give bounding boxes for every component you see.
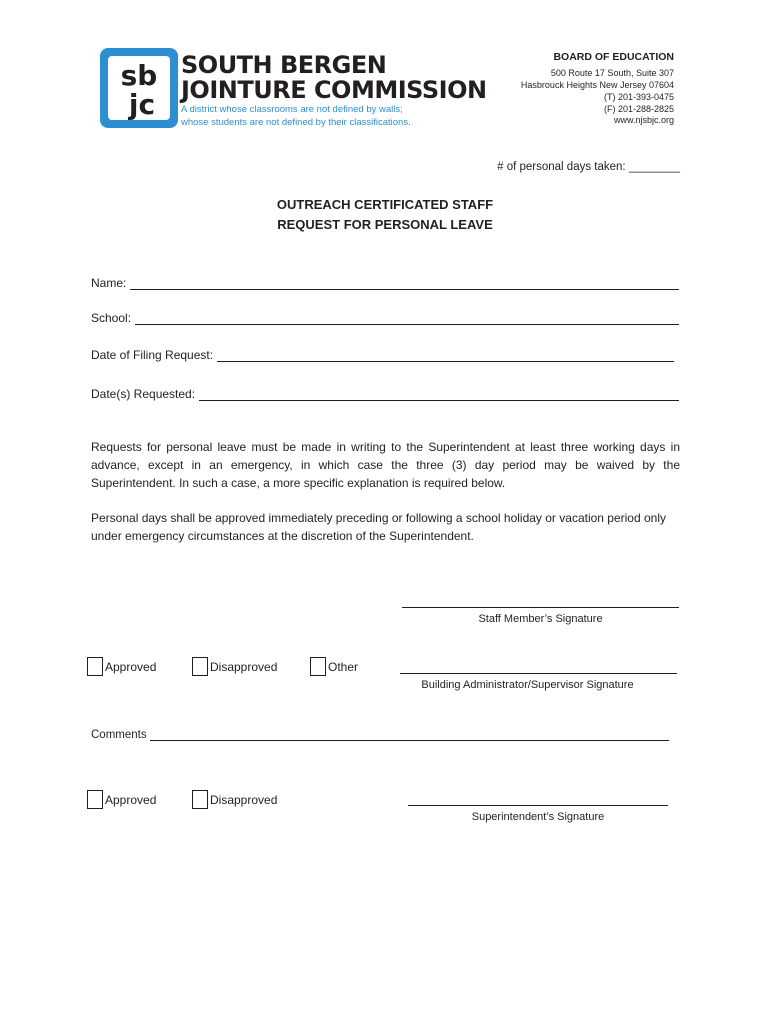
- policy-paragraph-1: Requests for personal leave must be made in writing to the Superintendent at least three working days in advance, except in an emergency, in which case the three (3) day period may be waived by the Superintendent. In such a case, a more specific explanation is required below.: [91, 440, 680, 490]
- name-input-line[interactable]: [130, 278, 679, 290]
- board-of-education-heading: BOARD OF EDUCATION: [553, 51, 674, 63]
- org-name-line2: JOINTURE COMMISSION: [181, 76, 487, 104]
- logo-letters-top: sb: [120, 59, 158, 92]
- dates-requested-field[interactable]: [91, 387, 679, 401]
- tagline-line2: whose students are not defined by their classifications.: [181, 117, 411, 128]
- superintendent-signature-label: Superintendent’s Signature: [471, 811, 605, 823]
- super-disapproved-label: Disapproved: [210, 792, 278, 807]
- comments-input-line[interactable]: [150, 730, 669, 741]
- school-input-line[interactable]: [135, 313, 679, 325]
- checkbox-square[interactable]: [87, 657, 103, 676]
- filing-date-input-line[interactable]: [217, 350, 674, 362]
- admin-other-label: Other: [328, 659, 359, 674]
- form-title-line2: REQUEST FOR PERSONAL LEAVE: [277, 217, 493, 232]
- logo-letters-bottom: jc: [128, 88, 156, 121]
- comments-label: Comments: [91, 729, 147, 741]
- sbjc-logo: [100, 48, 178, 128]
- filing-date-field[interactable]: [91, 348, 674, 362]
- phone: (T) 201-393-0475: [603, 92, 674, 102]
- staff-signature-label: Staff Member’s Signature: [478, 613, 603, 625]
- dates-requested-label: Date(s) Requested:: [91, 387, 196, 401]
- checkbox-square[interactable]: [192, 657, 208, 676]
- form-title-line1: OUTREACH CERTIFICATED STAFF: [276, 197, 494, 212]
- admin-approved-checkbox[interactable]: [87, 657, 156, 676]
- website: www.njsbjc.org: [613, 115, 674, 125]
- name-field[interactable]: [91, 276, 679, 290]
- tagline-line1: A district whose classrooms are not defined by walls;: [181, 104, 403, 115]
- checkbox-square[interactable]: [310, 657, 326, 676]
- checkbox-square[interactable]: [87, 790, 103, 809]
- super-approved-label: Approved: [105, 792, 157, 807]
- comments-field[interactable]: [91, 729, 669, 741]
- fax: (F) 201-288-2825: [603, 104, 674, 114]
- policy-paragraph-2: Personal days shall be approved immediately preceding or following a school holiday or vacation period only under emergency circumstances at the discretion of the Superintendent.: [91, 511, 666, 543]
- school-label: School:: [91, 311, 132, 325]
- filing-date-label: Date of Filing Request:: [91, 348, 214, 362]
- staff-signature-line[interactable]: [402, 607, 679, 608]
- address-line-1: 500 Route 17 South, Suite 307: [550, 68, 674, 78]
- admin-signature-line[interactable]: [400, 673, 677, 674]
- admin-signature-label: Building Administrator/Supervisor Signature: [421, 679, 634, 691]
- admin-approved-label: Approved: [105, 659, 157, 674]
- admin-disapproved-checkbox[interactable]: [192, 657, 277, 676]
- checkbox-square[interactable]: [192, 790, 208, 809]
- admin-other-checkbox[interactable]: [310, 657, 358, 676]
- name-label: Name:: [91, 276, 127, 290]
- super-disapproved-checkbox[interactable]: [192, 790, 277, 809]
- personal-days-taken: # of personal days taken: ________: [497, 161, 680, 173]
- school-field[interactable]: [91, 311, 679, 325]
- super-approved-checkbox[interactable]: [87, 790, 156, 809]
- superintendent-signature-line[interactable]: [408, 805, 668, 806]
- address-line-2: Hasbrouck Heights New Jersey 07604: [520, 80, 674, 90]
- org-name-line1: SOUTH BERGEN: [181, 51, 387, 79]
- dates-requested-input-line[interactable]: [199, 389, 679, 401]
- admin-disapproved-label: Disapproved: [210, 659, 278, 674]
